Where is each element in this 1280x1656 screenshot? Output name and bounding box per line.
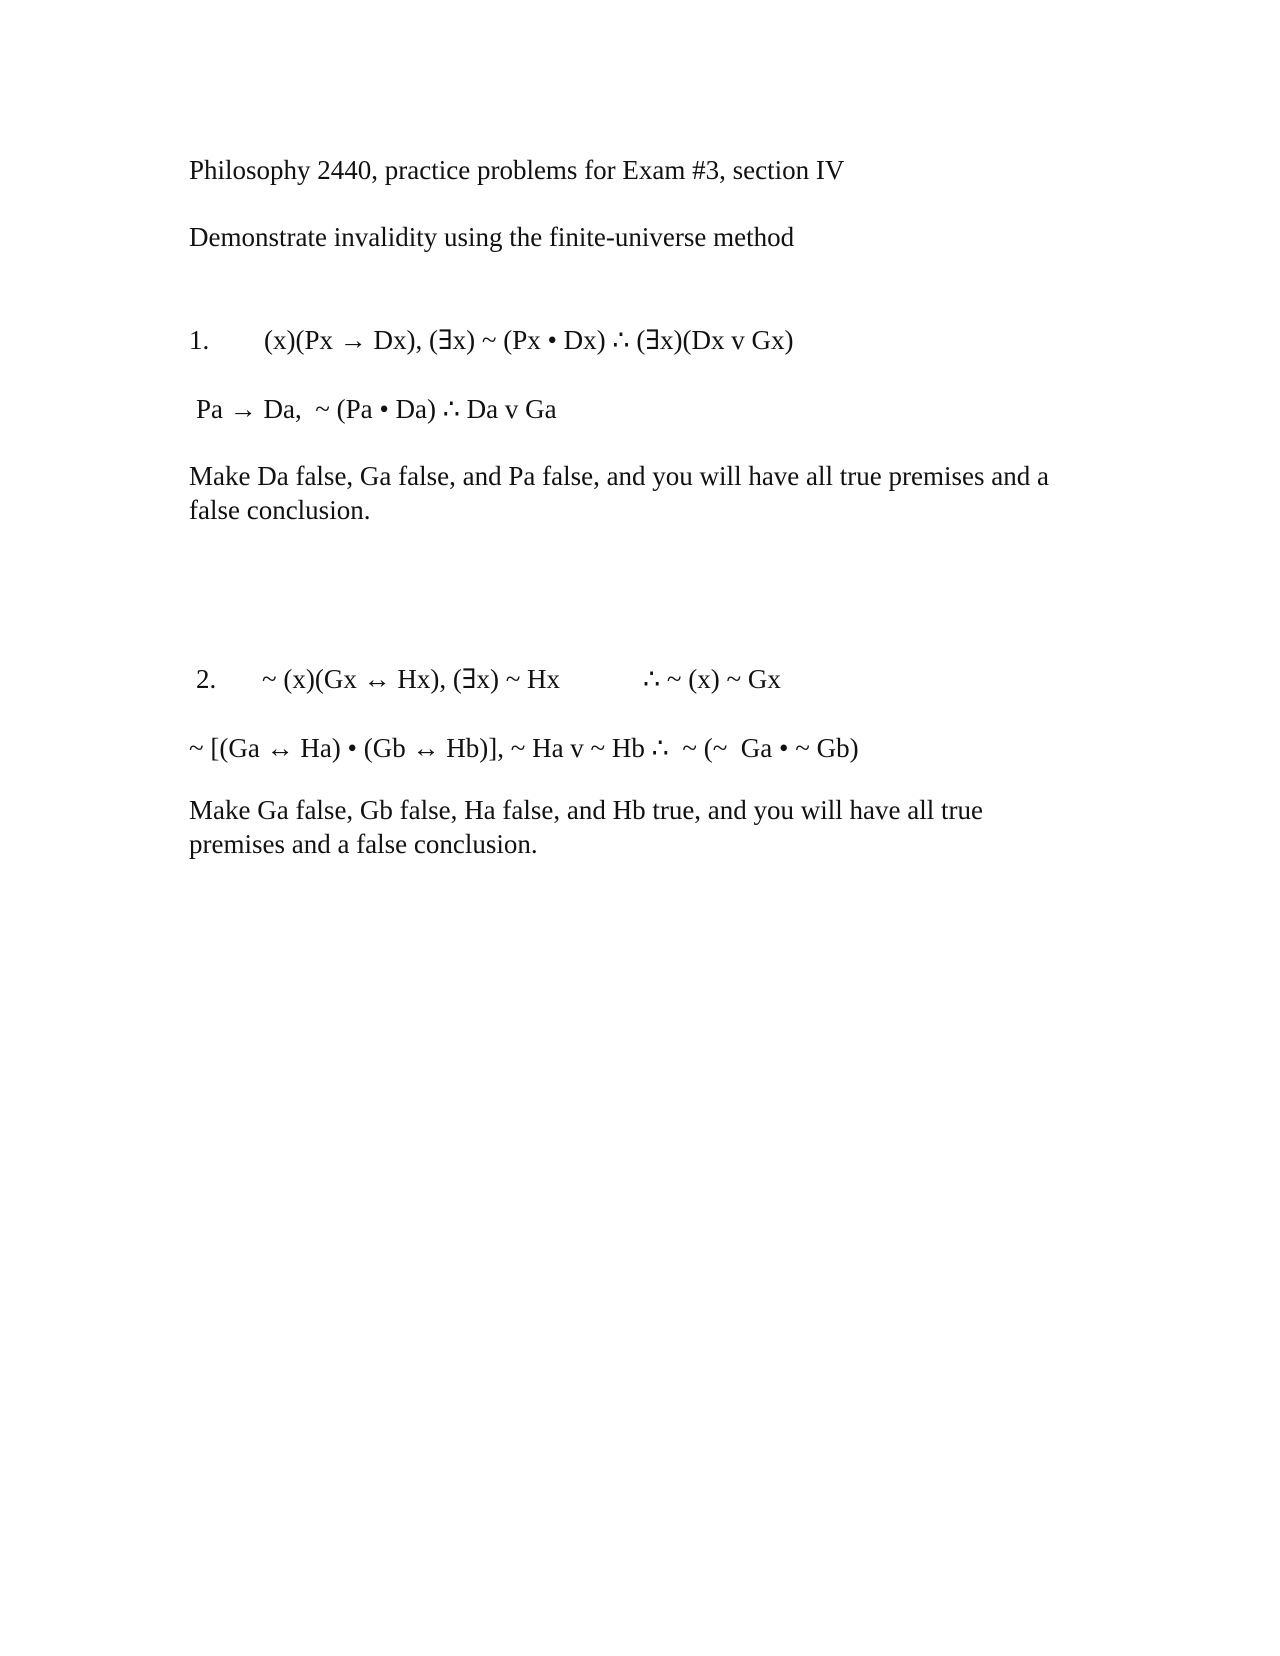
problem-argument: ~ (x)(Gx ↔ Hx), (∃x) ~ Hx — [262, 664, 561, 694]
document-title: Philosophy 2440, practice problems for Exam #3, section IV — [189, 155, 845, 185]
instruction-text: Demonstrate invalidity using the finite-universe method — [189, 222, 795, 252]
problem-number: 2. — [196, 664, 217, 694]
problem-number: 1. — [189, 325, 210, 355]
problem-explanation: Make Da false, Ga false, and Pa false, and you will have all true premises and a false conclusion. — [189, 461, 1049, 525]
problem-conclusion: ∴ ~ (x) ~ Gx — [643, 664, 781, 694]
problem-expansion: ~ [(Ga ↔ Ha) • (Gb ↔ Hb)], ~ Ha v ~ Hb ∴ ~ (~ Ga • ~ Gb) — [189, 733, 859, 763]
problem-expansion: Pa → Da, ~ (Pa • Da) ∴ Da v Ga — [196, 394, 557, 424]
problem-argument: (x)(Px → Dx), (∃x) ~ (Px • Dx) ∴ (∃x)(Dx v Gx) — [264, 325, 794, 355]
problem-explanation: Make Ga false, Gb false, Ha false, and Hb true, and you will have all true premises and a false conclusion. — [189, 795, 983, 859]
